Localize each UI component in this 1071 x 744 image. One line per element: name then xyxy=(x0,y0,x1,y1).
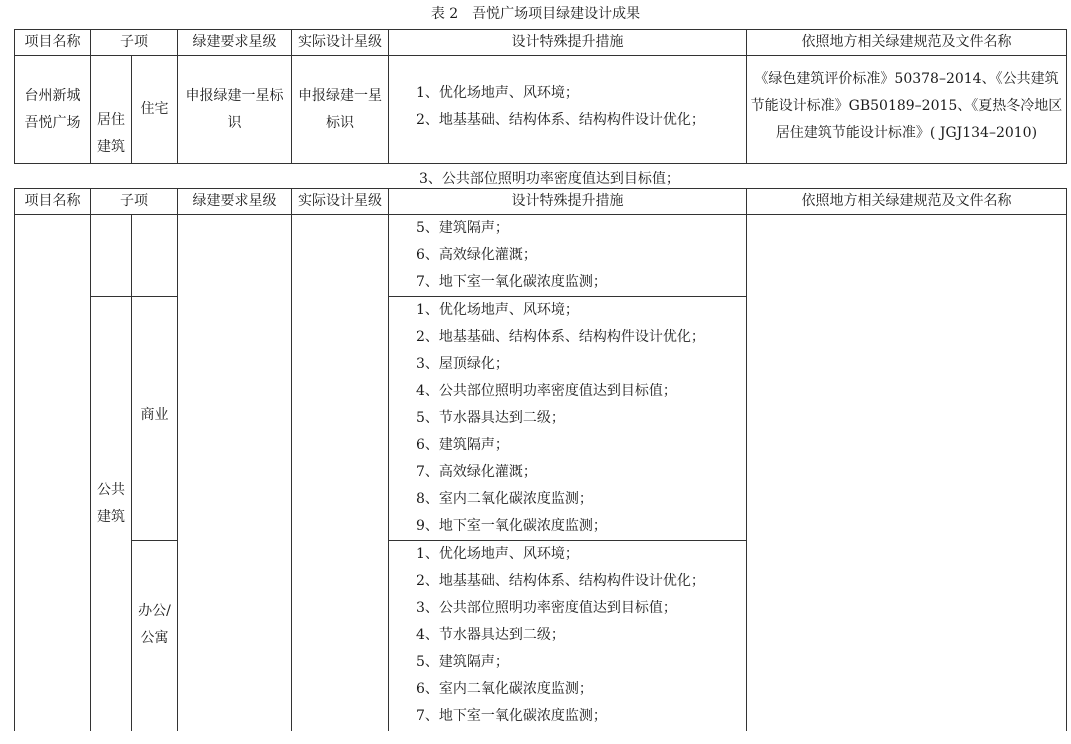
measures-list xyxy=(389,215,746,296)
table-title: 吾悦广场项目绿建设计成果 xyxy=(472,6,641,22)
subitem-cell-cont xyxy=(132,215,178,297)
category-public-cell xyxy=(91,297,132,731)
measures-cell-residential-cont xyxy=(389,215,747,297)
required-star-line1: 申报绿建一星标 xyxy=(185,88,284,104)
category-line2: 建筑 xyxy=(97,139,125,155)
measure-item: 4、公共部位照明功率密度值达到目标值； xyxy=(416,383,677,399)
project-name-cell xyxy=(15,56,91,164)
header-project: 项目名称 xyxy=(15,30,91,56)
measure-item: 6、高效绿化灌溉； xyxy=(416,247,537,263)
header-actual-star: 实际设计星级 xyxy=(292,30,389,56)
project-name-cell-cont xyxy=(15,215,91,731)
header-subitem: 子项 xyxy=(91,30,178,56)
required-star-line2: 识 xyxy=(227,115,242,131)
table-number: 表 2 xyxy=(430,6,459,22)
measure-item: 7、高效绿化灌溉； xyxy=(416,464,537,480)
measure-item: 8、室内二氧化碳浓度监测； xyxy=(416,491,593,507)
measures-cell-commercial xyxy=(389,297,747,541)
table-row xyxy=(15,56,1067,164)
category-public-line2: 建筑 xyxy=(97,508,125,525)
subitem-office-line2: 公寓 xyxy=(140,629,169,646)
header-standards: 依照地方相关绿建规范及文件名称 xyxy=(747,30,1067,56)
measure-item: 3、公共部位照明功率密度值达到目标值； xyxy=(416,600,677,616)
category-public-line1: 公共 xyxy=(97,481,125,498)
measure-item: 7、地下室一氧化碳浓度监测； xyxy=(416,274,607,290)
subitem-office-line1: 办公/ xyxy=(138,602,171,619)
standards-line2: 节能设计标准》GB50189–2015、《夏热冬冷地区 xyxy=(750,98,1063,114)
subitem-commercial-label: 商业 xyxy=(140,407,169,423)
standards-line1: 《绿色建筑评价标准》50378–2014、《公共建筑 xyxy=(754,71,1059,87)
subitem-commercial-cell xyxy=(132,297,178,541)
measure-item: 6、室内二氧化碳浓度监测； xyxy=(416,681,593,697)
category-line1: 居住 xyxy=(97,112,125,128)
header-measures: 设计特殊提升措施 xyxy=(389,30,747,56)
header-measures: 设计特殊提升措施 xyxy=(389,189,747,215)
header-actual-star: 实际设计星级 xyxy=(292,189,389,215)
measure-item: 1、优化场地声、风环境； xyxy=(416,302,579,318)
measure-item: 2、地基基础、结构体系、结构构件设计优化； xyxy=(416,329,705,345)
measure-overflow-line: 3、公共部位照明功率密度值达到目标值； xyxy=(419,171,680,187)
category-cell-cont xyxy=(91,215,132,297)
header-subitem: 子项 xyxy=(91,189,178,215)
measures-list xyxy=(389,297,746,540)
header-row xyxy=(15,30,1067,56)
measures-cell xyxy=(389,56,747,164)
table-part-2 xyxy=(14,188,1067,731)
header-row-repeat xyxy=(15,189,1067,215)
actual-star-cell xyxy=(292,56,389,164)
measure-item: 6、建筑隔声； xyxy=(416,437,509,453)
required-star-cell-cont xyxy=(178,215,292,731)
measure-item: 2、地基基础、结构体系、结构构件设计优化； xyxy=(416,573,705,589)
measure-item: 1、优化场地声、风环境； xyxy=(416,546,579,562)
measure-item: 5、建筑隔声； xyxy=(416,220,509,236)
required-star-cell xyxy=(178,56,292,164)
project-name-line1: 台州新城 xyxy=(24,87,81,104)
header-project: 项目名称 xyxy=(15,189,91,215)
measure-item: 7、地下室一氧化碳浓度监测； xyxy=(416,708,607,724)
measure-item: 2、地基基础、结构体系、结构构件设计优化； xyxy=(416,112,705,128)
actual-star-line2: 标识 xyxy=(326,115,354,131)
measures-list xyxy=(389,541,746,730)
measure-item: 5、建筑隔声； xyxy=(416,654,509,670)
header-required-star: 绿建要求星级 xyxy=(178,189,292,215)
actual-star-line1: 申报绿建一星 xyxy=(298,88,382,104)
measure-item: 9、地下室一氧化碳浓度监测； xyxy=(416,518,607,534)
standards-line3: 居住建筑节能设计标准》( JGJ134–2010) xyxy=(775,125,1038,141)
actual-star-cell-cont xyxy=(292,215,389,731)
standards-cell-cont xyxy=(747,215,1067,731)
measure-item: 1、优化场地声、风环境； xyxy=(416,85,579,101)
measure-item: 3、屋顶绿化； xyxy=(416,356,509,372)
subitem-office-cell xyxy=(132,541,178,731)
subitem-residential-cell: 住宅 xyxy=(132,56,178,164)
category-residential-cell xyxy=(91,56,132,164)
header-required-star: 绿建要求星级 xyxy=(178,30,292,56)
table-part-1 xyxy=(14,29,1067,164)
measures-cell-office xyxy=(389,541,747,731)
header-standards: 依照地方相关绿建规范及文件名称 xyxy=(747,189,1067,215)
measures-list xyxy=(389,56,746,134)
project-name-line2: 吾悦广场 xyxy=(24,114,81,131)
table-caption xyxy=(0,3,1071,25)
standards-cell xyxy=(747,56,1067,164)
measure-item: 5、节水器具达到二级； xyxy=(416,410,565,426)
table-row xyxy=(15,215,1067,297)
measure-item: 4、节水器具达到二级； xyxy=(416,627,565,643)
